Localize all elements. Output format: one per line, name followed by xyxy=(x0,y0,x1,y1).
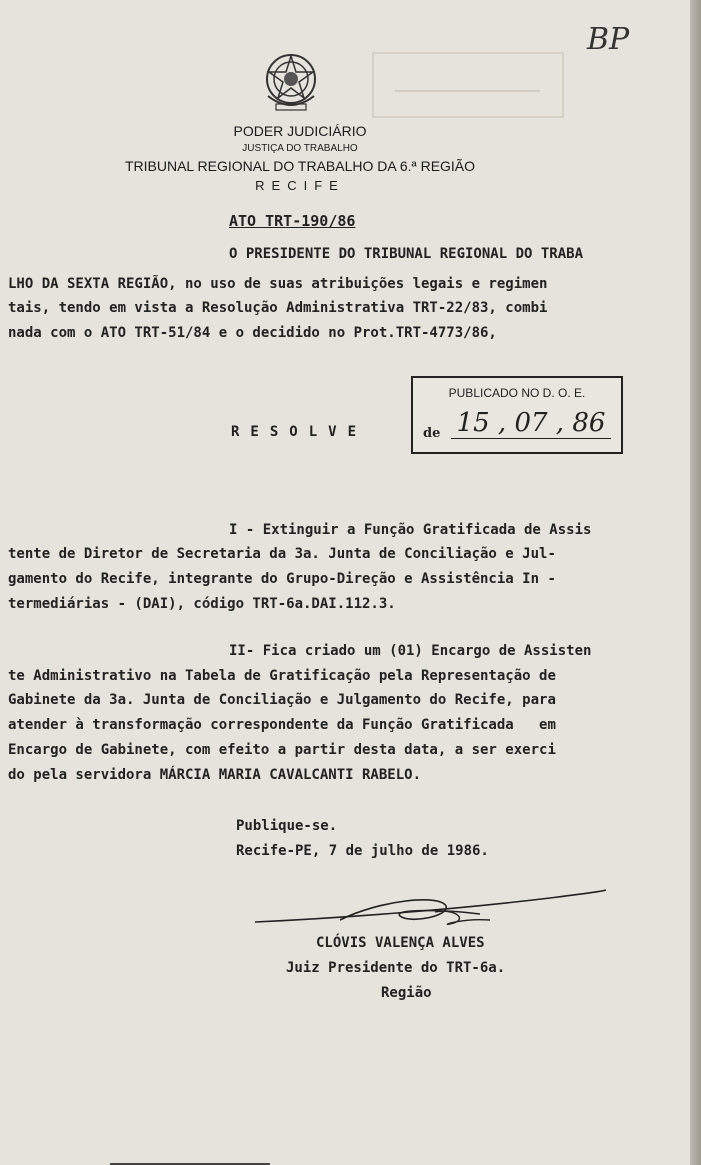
article-1-line: gamento do Recife, integrante do Grupo-Direção e Assistência In - xyxy=(8,571,556,587)
resolve-heading: RESOLVE xyxy=(231,424,368,440)
header-line-2: JUSTIÇA DO TRABALHO xyxy=(242,143,358,154)
faded-stamp-line xyxy=(395,90,540,92)
handwritten-signature xyxy=(250,880,610,940)
article-1-line: I - Extinguir a Função Gratificada de Assis xyxy=(229,522,592,538)
coat-of-arms-seal xyxy=(258,46,324,116)
corner-handwritten-mark: BP xyxy=(587,22,630,57)
publication-stamp-prefix: de xyxy=(423,426,441,441)
article-1-line: termediárias - (DAI), código TRT-6a.DAI.112.3. xyxy=(8,596,396,612)
header-line-4: RECIFE xyxy=(255,178,345,193)
article-1-line: tente de Diretor de Secretaria da 3a. Junta de Conciliação e Jul- xyxy=(8,546,556,562)
preamble-line: tais, tendo em vista a Resolução Administrativa TRT-22/83, combi xyxy=(8,300,548,316)
signatory-role: Juiz Presidente do TRT-6a. xyxy=(286,960,506,976)
article-2-line: te Administrativo na Tabela de Gratificação pela Representação de xyxy=(8,668,556,684)
article-2-line: do pela servidora MÁRCIA MARIA CAVALCANTI RABELO. xyxy=(8,767,422,783)
preamble-line: O PRESIDENTE DO TRIBUNAL REGIONAL DO TRABA xyxy=(229,246,584,262)
publication-stamp-date: 15 , 07 , 86 xyxy=(451,408,611,439)
header-line-3: TRIBUNAL REGIONAL DO TRABALHO DA 6.ª REGIÃO xyxy=(124,158,476,174)
preamble-line: LHO DA SEXTA REGIÃO, no uso de suas atribuições legais e regimen xyxy=(8,276,548,292)
publication-stamp xyxy=(411,376,623,454)
publication-stamp-title: PUBLICADO NO D. O. E. xyxy=(448,386,586,400)
signatory-region: Região xyxy=(381,985,432,1001)
header-line-1: PODER JUDICIÁRIO xyxy=(233,123,367,139)
article-2-line: Encargo de Gabinete, com efeito a partir desta data, a ser exerci xyxy=(8,742,556,758)
publish-line: Publique-se. xyxy=(236,818,338,834)
page-edge xyxy=(690,0,701,1165)
article-2-line: Gabinete da 3a. Junta de Conciliação e Julgamento do Recife, para xyxy=(8,692,556,708)
article-2-line: atender à transformação correspondente da Função Gratificada em xyxy=(8,717,556,733)
act-title: ATO TRT-190/86 xyxy=(229,212,356,230)
preamble-line: nada com o ATO TRT-51/84 e o decidido no Prot.TRT-4773/86, xyxy=(8,325,497,341)
faded-stamp xyxy=(372,52,564,118)
signatory-name: CLÓVIS VALENÇA ALVES xyxy=(316,935,485,951)
article-2-line: II- Fica criado um (01) Encargo de Assisten xyxy=(229,643,592,659)
place-date-line: Recife-PE, 7 de julho de 1986. xyxy=(236,843,489,859)
